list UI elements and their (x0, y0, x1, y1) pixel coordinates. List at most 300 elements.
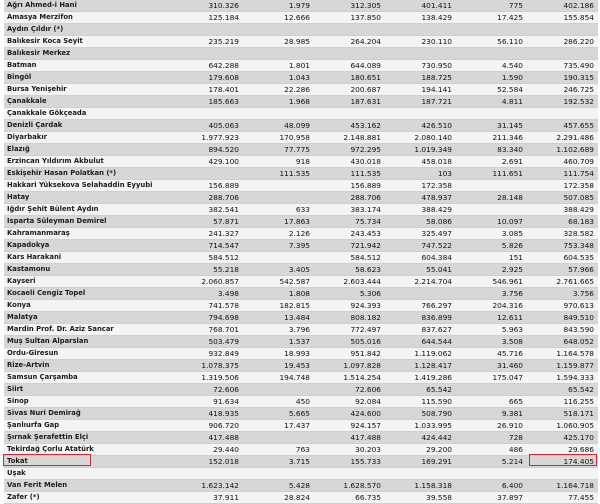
airport-name-cell: Şanlıurfa Gap (4, 420, 172, 432)
airport-name-cell: Tokat (4, 456, 172, 468)
value-cell (314, 468, 385, 480)
value-cell (172, 468, 243, 480)
value-cell: 3.498 (172, 288, 243, 300)
value-cell: 312.305 (314, 0, 385, 12)
value-cell (172, 108, 243, 120)
table-row (4, 60, 598, 72)
value-cell: 768.701 (172, 324, 243, 336)
value-cell: 328.582 (527, 228, 598, 240)
value-cell: 2.148.881 (314, 132, 385, 144)
value-cell: 77.455 (527, 492, 598, 504)
value-cell: 65.542 (385, 384, 456, 396)
highlight-box-zafer-total (529, 454, 597, 466)
table-row (4, 252, 598, 264)
airport-name-cell: Mardin Prof. Dr. Aziz Sancar (4, 324, 172, 336)
value-cell (243, 48, 314, 60)
value-cell: 1.968 (243, 96, 314, 108)
table-row (4, 204, 598, 216)
value-cell: 77.775 (243, 144, 314, 156)
value-cell (172, 48, 243, 60)
value-cell: 642.288 (172, 60, 243, 72)
value-cell: 1.102.689 (527, 144, 598, 156)
value-cell: 72.606 (172, 384, 243, 396)
value-cell (243, 24, 314, 36)
table-row (4, 240, 598, 252)
airport-name-cell: Balıkesir Merkez (4, 48, 172, 60)
value-cell: 747.522 (385, 240, 456, 252)
value-cell: 424.600 (314, 408, 385, 420)
value-cell: 2.761.665 (527, 276, 598, 288)
value-cell: 10.097 (456, 216, 527, 228)
table-row (4, 264, 598, 276)
value-cell (385, 48, 456, 60)
value-cell: 55.041 (385, 264, 456, 276)
airport-name-cell: Eskişehir Hasan Polatkan (*) (4, 168, 172, 180)
table-row (4, 36, 598, 48)
airport-name-cell: Aydın Çıldır (*) (4, 24, 172, 36)
value-cell: 507.085 (527, 192, 598, 204)
table-row (4, 12, 598, 24)
value-cell (385, 288, 456, 300)
table-row (4, 288, 598, 300)
value-cell: 65.542 (527, 384, 598, 396)
value-cell: 932.849 (172, 348, 243, 360)
airport-name-cell: Konya (4, 300, 172, 312)
value-cell: 48.099 (243, 120, 314, 132)
value-cell: 1.979 (243, 0, 314, 12)
table-row (4, 192, 598, 204)
value-cell: 766.297 (385, 300, 456, 312)
value-cell: 243.453 (314, 228, 385, 240)
value-cell: 4.540 (456, 60, 527, 72)
value-cell: 188.725 (385, 72, 456, 84)
value-cell: 2.603.444 (314, 276, 385, 288)
value-cell: 542.587 (243, 276, 314, 288)
airport-name-cell: Hakkari Yüksekova Selahaddin Eyyubi (4, 180, 172, 192)
value-cell: 2.060.857 (172, 276, 243, 288)
table-row (4, 96, 598, 108)
value-cell: 200.687 (314, 84, 385, 96)
airport-name-cell: Isparta Süleyman Demirel (4, 216, 172, 228)
table-row (4, 312, 598, 324)
table-row (4, 228, 598, 240)
airport-name-cell: Amasya Merzifon (4, 12, 172, 24)
value-cell: 1.033.995 (385, 420, 456, 432)
value-cell: 172.358 (527, 180, 598, 192)
value-cell (456, 468, 527, 480)
value-cell (243, 192, 314, 204)
value-cell: 388.429 (527, 204, 598, 216)
value-cell: 753.348 (527, 240, 598, 252)
value-cell (456, 24, 527, 36)
value-cell: 794.698 (172, 312, 243, 324)
value-cell: 7.395 (243, 240, 314, 252)
value-cell: 1.128.417 (385, 360, 456, 372)
value-cell (172, 168, 243, 180)
value-cell: 187.721 (385, 96, 456, 108)
value-cell: 182.815 (243, 300, 314, 312)
value-cell: 1.158.318 (385, 480, 456, 492)
value-cell: 58.086 (385, 216, 456, 228)
value-cell (527, 108, 598, 120)
value-cell: 111.651 (456, 168, 527, 180)
airport-name-cell: Zafer (*) (4, 492, 172, 504)
table-row (4, 384, 598, 396)
value-cell: 730.950 (385, 60, 456, 72)
value-cell: 192.532 (527, 96, 598, 108)
value-cell: 30.203 (314, 444, 385, 456)
value-cell: 425.170 (527, 432, 598, 444)
value-cell: 1.623.142 (172, 480, 243, 492)
value-cell: 486 (456, 444, 527, 456)
table-row (4, 492, 598, 504)
table-row (4, 372, 598, 384)
value-cell: 906.720 (172, 420, 243, 432)
value-cell: 458.018 (385, 156, 456, 168)
airport-name-cell: Kayseri (4, 276, 172, 288)
airport-name-cell: Uşak (4, 468, 172, 480)
value-cell: 155.854 (527, 12, 598, 24)
value-cell: 155.733 (314, 456, 385, 468)
value-cell: 388.429 (385, 204, 456, 216)
value-cell: 401.411 (385, 0, 456, 12)
value-cell: 2.291.486 (527, 132, 598, 144)
airport-name-cell: Iğdır Şehit Bülent Aydın (4, 204, 172, 216)
value-cell: 1.419.286 (385, 372, 456, 384)
airport-name-cell: Hatay (4, 192, 172, 204)
value-cell (527, 48, 598, 60)
value-cell: 12.666 (243, 12, 314, 24)
value-cell: 45.716 (456, 348, 527, 360)
value-cell: 3.085 (456, 228, 527, 240)
value-cell: 103 (385, 168, 456, 180)
value-cell: 382.541 (172, 204, 243, 216)
value-cell: 836.899 (385, 312, 456, 324)
airport-name-cell: Denizli Çardak (4, 120, 172, 132)
airport-name-cell: Bursa Yenişehir (4, 84, 172, 96)
value-cell: 31.460 (456, 360, 527, 372)
value-cell (243, 384, 314, 396)
airport-name-cell: Çanakkale Gökçeada (4, 108, 172, 120)
value-cell (456, 180, 527, 192)
value-cell: 1.078.375 (172, 360, 243, 372)
value-cell: 187.631 (314, 96, 385, 108)
value-cell: 66.735 (314, 492, 385, 504)
airport-name-cell: Bingöl (4, 72, 172, 84)
table-row (4, 468, 598, 480)
value-cell (527, 24, 598, 36)
value-cell: 5.665 (243, 408, 314, 420)
value-cell: 111.535 (243, 168, 314, 180)
value-cell: 426.510 (385, 120, 456, 132)
airport-name-cell: Ağrı Ahmed-i Hani (4, 0, 172, 12)
value-cell: 1.060.905 (527, 420, 598, 432)
value-cell: 460.709 (527, 156, 598, 168)
value-cell: 55.218 (172, 264, 243, 276)
value-cell: 178.401 (172, 84, 243, 96)
value-cell (314, 48, 385, 60)
table-row (4, 168, 598, 180)
table-row (4, 120, 598, 132)
table-row (4, 72, 598, 84)
value-cell: 924.157 (314, 420, 385, 432)
value-cell: 918 (243, 156, 314, 168)
value-cell: 1.514.254 (314, 372, 385, 384)
value-cell: 58.623 (314, 264, 385, 276)
value-cell: 775 (456, 0, 527, 12)
value-cell: 325.497 (385, 228, 456, 240)
value-cell: 211.346 (456, 132, 527, 144)
airport-name-cell: Malatya (4, 312, 172, 324)
value-cell: 288.706 (314, 192, 385, 204)
value-cell: 2.080.140 (385, 132, 456, 144)
value-cell: 735.490 (527, 60, 598, 72)
value-cell: 714.547 (172, 240, 243, 252)
value-cell: 1.594.333 (527, 372, 598, 384)
airport-name-cell: Şırnak Şerafettin Elçi (4, 432, 172, 444)
value-cell: 972.295 (314, 144, 385, 156)
airport-name-cell: Van Ferit Melen (4, 480, 172, 492)
value-cell: 1.019.349 (385, 144, 456, 156)
airport-name-cell: Samsun Çarşamba (4, 372, 172, 384)
value-cell: 505.016 (314, 336, 385, 348)
value-cell: 1.319.506 (172, 372, 243, 384)
airport-name-cell: Batman (4, 60, 172, 72)
value-cell (456, 204, 527, 216)
value-cell: 152.018 (172, 456, 243, 468)
value-cell: 894.520 (172, 144, 243, 156)
value-cell: 9.381 (456, 408, 527, 420)
value-cell: 241.327 (172, 228, 243, 240)
value-cell: 648.052 (527, 336, 598, 348)
table-row (4, 420, 598, 432)
value-cell: 115.590 (385, 396, 456, 408)
airport-name-cell: Sivas Nuri Demirağ (4, 408, 172, 420)
value-cell: 180.651 (314, 72, 385, 84)
value-cell: 17.863 (243, 216, 314, 228)
value-cell: 5.428 (243, 480, 314, 492)
value-cell: 111.754 (527, 168, 598, 180)
table-row (4, 180, 598, 192)
value-cell: 5.963 (456, 324, 527, 336)
value-cell: 843.590 (527, 324, 598, 336)
value-cell: 68.183 (527, 216, 598, 228)
value-cell: 1.097.828 (314, 360, 385, 372)
value-cell: 28.824 (243, 492, 314, 504)
value-cell: 37.911 (172, 492, 243, 504)
value-cell: 5.306 (314, 288, 385, 300)
value-cell: 138.429 (385, 12, 456, 24)
airport-name-cell: Sinop (4, 396, 172, 408)
airport-name-cell: Kahramanmaraş (4, 228, 172, 240)
table-row (4, 24, 598, 36)
airport-name-cell: Ordu-Giresun (4, 348, 172, 360)
value-cell: 772.497 (314, 324, 385, 336)
value-cell: 28.985 (243, 36, 314, 48)
value-cell (172, 24, 243, 36)
value-cell: 478.937 (385, 192, 456, 204)
value-cell: 518.171 (527, 408, 598, 420)
value-cell: 924.393 (314, 300, 385, 312)
table-row (4, 216, 598, 228)
value-cell: 4.811 (456, 96, 527, 108)
value-cell: 19.453 (243, 360, 314, 372)
value-cell: 204.316 (456, 300, 527, 312)
table-row (4, 276, 598, 288)
value-cell: 5.214 (456, 456, 527, 468)
highlight-box-zafer-name (3, 454, 91, 466)
table-row (4, 132, 598, 144)
value-cell: 728 (456, 432, 527, 444)
value-cell: 190.315 (527, 72, 598, 84)
value-cell: 179.608 (172, 72, 243, 84)
value-cell: 310.326 (172, 0, 243, 12)
value-cell: 175.047 (456, 372, 527, 384)
value-cell: 453.162 (314, 120, 385, 132)
value-cell: 1.043 (243, 72, 314, 84)
value-cell: 450 (243, 396, 314, 408)
value-cell: 83.340 (456, 144, 527, 156)
value-cell: 169.291 (385, 456, 456, 468)
value-cell: 17.437 (243, 420, 314, 432)
value-cell: 194.748 (243, 372, 314, 384)
value-cell: 508.790 (385, 408, 456, 420)
value-cell: 26.910 (456, 420, 527, 432)
value-cell: 1.590 (456, 72, 527, 84)
value-cell: 52.584 (456, 84, 527, 96)
value-cell: 12.611 (456, 312, 527, 324)
value-cell: 288.706 (172, 192, 243, 204)
value-cell: 13.484 (243, 312, 314, 324)
value-cell: 633 (243, 204, 314, 216)
airport-name-cell: Tekirdağ Çorlu Atatürk (4, 444, 172, 456)
value-cell: 405.063 (172, 120, 243, 132)
value-cell: 429.100 (172, 156, 243, 168)
value-cell: 951.842 (314, 348, 385, 360)
value-cell: 286.220 (527, 36, 598, 48)
value-cell: 137.850 (314, 12, 385, 24)
value-cell: 1.977.923 (172, 132, 243, 144)
value-cell (456, 108, 527, 120)
value-cell: 156.889 (314, 180, 385, 192)
value-cell: 37.897 (456, 492, 527, 504)
table-row (4, 156, 598, 168)
value-cell: 28.148 (456, 192, 527, 204)
value-cell: 264.204 (314, 36, 385, 48)
value-cell: 1.808 (243, 288, 314, 300)
airport-name-cell: Muş Sultan Alparslan (4, 336, 172, 348)
airport-name-cell: Rize-Artvin (4, 360, 172, 372)
table-row (4, 348, 598, 360)
value-cell: 170.958 (243, 132, 314, 144)
value-cell: 29.200 (385, 444, 456, 456)
value-cell: 457.655 (527, 120, 598, 132)
value-cell: 72.606 (314, 384, 385, 396)
value-cell (314, 108, 385, 120)
table-row (4, 108, 598, 120)
table-body (4, 0, 598, 504)
table-row (4, 432, 598, 444)
value-cell: 5.826 (456, 240, 527, 252)
value-cell: 174.405 (527, 456, 598, 468)
value-cell: 763 (243, 444, 314, 456)
value-cell: 1.537 (243, 336, 314, 348)
value-cell: 3.756 (456, 288, 527, 300)
airport-name-cell: Kapadokya (4, 240, 172, 252)
table-row (4, 84, 598, 96)
value-cell: 665 (456, 396, 527, 408)
value-cell: 3.715 (243, 456, 314, 468)
value-cell: 75.734 (314, 216, 385, 228)
value-cell: 1.159.877 (527, 360, 598, 372)
value-cell: 6.400 (456, 480, 527, 492)
table-row (4, 336, 598, 348)
airport-name-cell: Çanakkale (4, 96, 172, 108)
value-cell: 418.935 (172, 408, 243, 420)
value-cell: 2.691 (456, 156, 527, 168)
value-cell (456, 48, 527, 60)
value-cell (385, 24, 456, 36)
airport-name-cell: Diyarbakır (4, 132, 172, 144)
value-cell: 56.110 (456, 36, 527, 48)
value-cell: 721.942 (314, 240, 385, 252)
table-row (4, 444, 598, 456)
table-row (4, 0, 598, 12)
value-cell: 424.442 (385, 432, 456, 444)
value-cell: 39.558 (385, 492, 456, 504)
table-row (4, 396, 598, 408)
value-cell (243, 468, 314, 480)
table-row (4, 324, 598, 336)
value-cell: 808.182 (314, 312, 385, 324)
value-cell: 2.214.704 (385, 276, 456, 288)
value-cell: 383.174 (314, 204, 385, 216)
value-cell: 91.634 (172, 396, 243, 408)
value-cell (243, 180, 314, 192)
value-cell: 741.578 (172, 300, 243, 312)
value-cell (243, 108, 314, 120)
value-cell: 2.126 (243, 228, 314, 240)
value-cell: 92.084 (314, 396, 385, 408)
value-cell: 111.535 (314, 168, 385, 180)
value-cell: 604.535 (527, 252, 598, 264)
value-cell (527, 468, 598, 480)
value-cell: 584.512 (314, 252, 385, 264)
value-cell: 849.510 (527, 312, 598, 324)
value-cell: 430.018 (314, 156, 385, 168)
table-row (4, 144, 598, 156)
value-cell: 1.801 (243, 60, 314, 72)
value-cell: 584.512 (172, 252, 243, 264)
airport-name-cell: Erzincan Yıldırım Akbulut (4, 156, 172, 168)
value-cell: 235.219 (172, 36, 243, 48)
airport-name-cell: Kars Harakani (4, 252, 172, 264)
value-cell: 1.164.578 (527, 348, 598, 360)
value-cell (385, 108, 456, 120)
airport-name-cell: Kocaeli Cengiz Topel (4, 288, 172, 300)
value-cell (243, 432, 314, 444)
value-cell: 3.756 (527, 288, 598, 300)
value-cell (385, 468, 456, 480)
value-cell: 3.508 (456, 336, 527, 348)
value-cell: 125.184 (172, 12, 243, 24)
value-cell: 172.358 (385, 180, 456, 192)
value-cell: 1.119.062 (385, 348, 456, 360)
airport-name-cell: Balıkesir Koca Seyit (4, 36, 172, 48)
value-cell: 417.488 (314, 432, 385, 444)
value-cell: 970.613 (527, 300, 598, 312)
value-cell: 22.286 (243, 84, 314, 96)
